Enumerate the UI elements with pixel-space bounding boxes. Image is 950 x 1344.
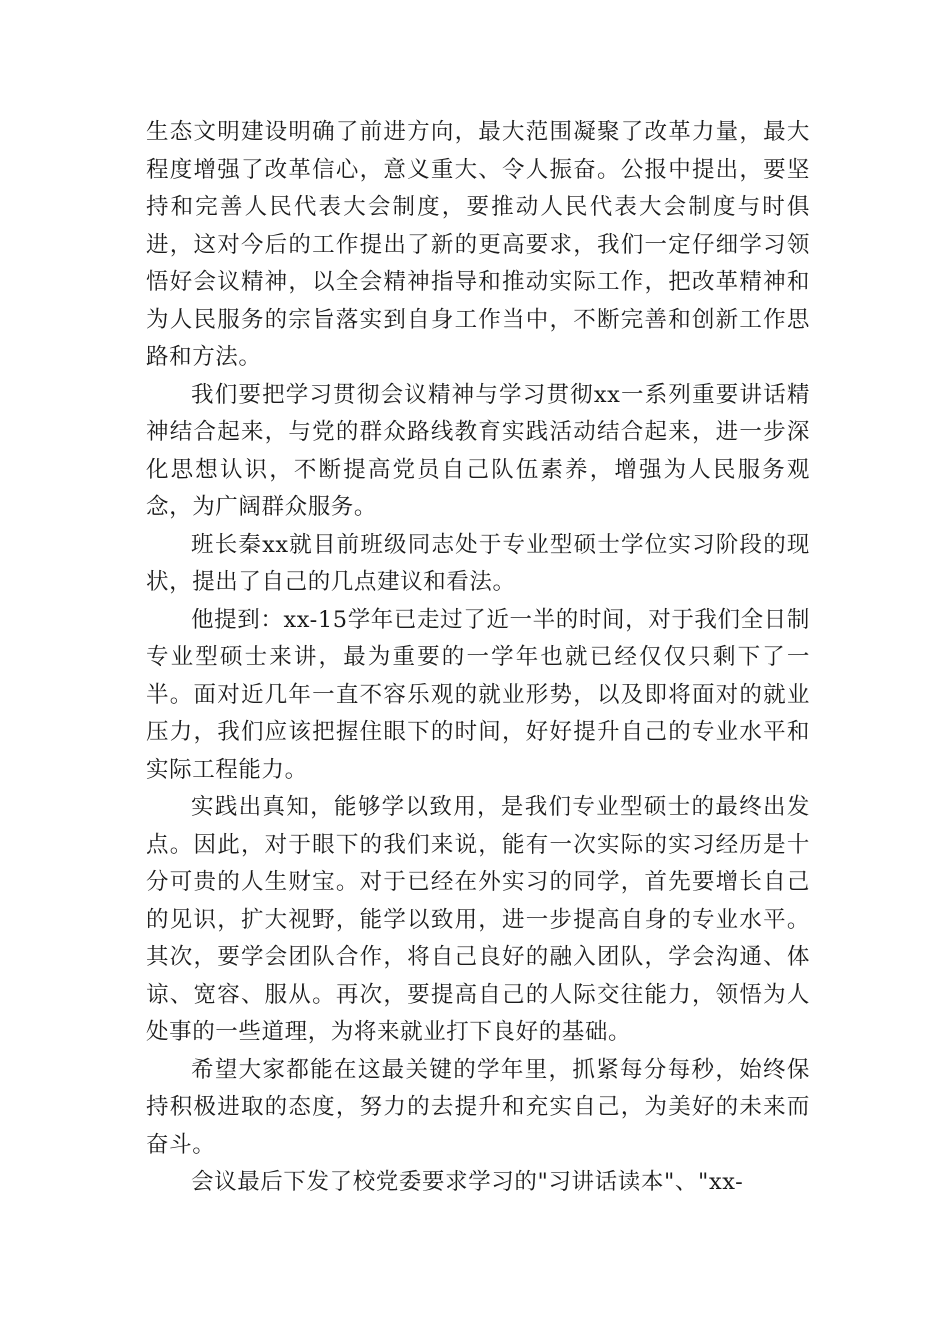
paragraph-1: 生态文明建设明确了前进方向，最大范围凝聚了改革力量，最大程度增强了改革信心，意义重大、令人振奋。公报中提出，要坚持和完善人民代表大会制度，要推动人民代表大会制度与时俱进，这对今后的工作提出了新的更高要求，我们一定仔细学习领悟好会议精神，以全会精神指导和推动实际工作，把改革精神和为人民服务的宗旨落实到自身工作当中，不断完善和创新工作思路和方法。: [146, 119, 810, 370]
paragraph-2: 我们要把学习贯彻会议精神与学习贯彻xx一系列重要讲话精神结合起来，与党的群众路线教育实践活动结合起来，进一步深化思想认识，不断提高党员自己队伍素养，增强为人民服务观念，为广阔群众服务。: [146, 381, 810, 520]
paragraph-5: 实践出真知，能够学以致用，是我们专业型硕士的最终出发点。因此，对于眼下的我们来说，能有一次实际的实习经历是十分可贵的人生财宝。对于已经在外实习的同学，首先要增长自己的见识，扩大视野，能学以致用，进一步提高自身的专业水平。其次，要学会团队合作，将自己良好的融入团队，学会沟通、体谅、宽容、服从。再次，要提高自己的人际交往能力，领悟为人处事的一些道理，为将来就业打下良好的基础。: [146, 794, 810, 1045]
document-body: [146, 114, 810, 1202]
paragraph-3: 班长秦xx就目前班级同志处于专业型硕士学位实习阶段的现状，提出了自己的几点建议和看法。: [146, 531, 810, 595]
paragraph-6: 希望大家都能在这最关键的学年里，抓紧每分每秒，始终保持积极进取的态度，努力的去提升和充实自己，为美好的未来而奋斗。: [146, 1056, 810, 1158]
paragraph-4: 他提到：xx-15学年已走过了近一半的时间，对于我们全日制专业型硕士来讲，最为重要的一学年也就已经仅仅只剩下了一半。面对近几年一直不容乐观的就业形势，以及即将面对的就业压力，我们应该把握住眼下的时间，好好提升自己的专业水平和实际工程能力。: [146, 606, 810, 783]
paragraph-7: 会议最后下发了校党委要求学习的"习讲话读本"、"xx-: [191, 1169, 744, 1195]
